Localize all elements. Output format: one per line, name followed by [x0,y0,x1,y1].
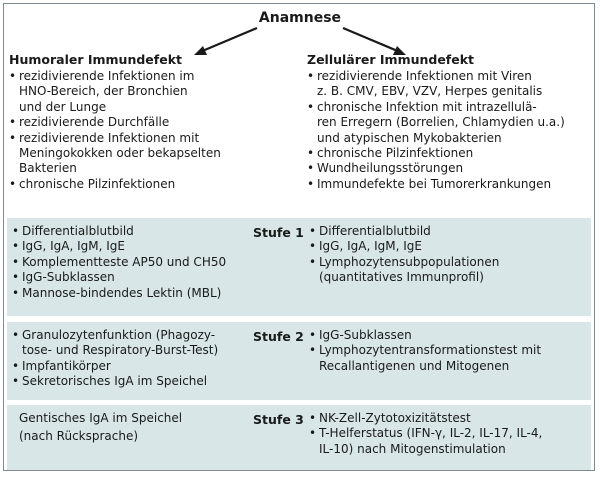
list-item-line: • Wundheilungsstörungen [317,161,464,176]
list-item [9,69,221,115]
list-item [12,239,226,254]
list-item-line: Meningokokken oder bekapselten [19,146,221,161]
list-item-line: Recallantigenen und Mitogenen [319,358,510,373]
list-item-line: tose- und Respiratory-Burst-Test) [22,343,219,358]
list-item-line: ren Erregern (Borrelien, Chlamydien u.a.) [317,115,565,130]
list-item-line: z. B. CMV, EBV, VZV, Herpes genitalis [317,84,543,99]
stage-1-label: Stufe 1 [253,225,304,240]
list-item-line: • rezidivierende Infektionen im [19,69,195,83]
list-item [307,161,565,176]
stage-3-humoral-note: (nach Rücksprache) [19,429,139,443]
list-item-line: • rezidivierende Infektionen mit [19,130,200,145]
list-item-line: • Immundefekte bei Tumorerkrankungen [317,176,552,191]
stage-3-label: Stufe 3 [253,412,304,427]
list-item-line: • rezidivierende Infektionen mit Viren [317,69,532,83]
list-item [309,255,499,286]
list-item-line: • IgG, IgA, IgM, IgE [319,239,422,254]
list-item-line: IL-10) nach Mitogenstimulation [319,441,506,456]
cellular-heading: Zellulärer Immundefekt [307,52,475,67]
cellular-symptom-list [307,69,565,192]
list-item-line: und atypischen Mykobakterien [317,130,502,145]
list-item-line: • IgG, IgA, IgM, IgE [22,239,125,254]
list-item-line: (quantitatives Immunprofil) [319,270,484,285]
list-item [309,411,542,426]
diagnostic-flowchart [3,3,595,471]
list-item-line: HNO-Bereich, der Bronchien [19,84,188,99]
list-item [9,131,221,177]
list-item-line: • Differentialblutbild [319,224,431,238]
list-item [309,343,541,374]
list-item [307,100,565,146]
list-item [309,239,499,254]
list-item-line: • Sekretorisches IgA im Speichel [22,374,208,389]
list-item [9,115,221,130]
list-item [12,374,218,389]
list-item-line: • Lymphozytentransformationstest mit [319,343,542,358]
list-item [309,328,541,343]
stage-1-cellular-tests [309,224,499,286]
list-item [9,177,221,192]
list-item-line: • IgG-Subklassen [319,328,412,342]
stage-3-humoral-test: Gentisches IgA im Speichel [19,411,183,425]
list-item-line: und der Lunge [19,99,107,114]
list-item-line: • Lymphozytensubpopulationen [319,254,500,269]
list-item [12,255,226,270]
anamnese-title: Anamnese [258,10,342,26]
humoral-heading: Humoraler Immundefekt [9,52,182,67]
list-item-line: • Impfantikörper [22,358,111,373]
list-item-line: • Mannose-bindendes Lektin (MBL) [22,285,222,300]
stage-2-label: Stufe 2 [253,329,304,344]
list-item-line: • Granulozytenfunktion (Phagozy- [22,328,216,342]
list-item-line: • Komplementteste AP50 und CH50 [22,254,227,269]
arrow-left [200,28,257,52]
list-item-line: • chronische Pilzinfektionen [317,146,474,161]
list-item-line: • IgG-Subklassen [22,270,115,285]
list-item-line: • chronische Pilzinfektionen [19,176,176,191]
stage-3-cellular-tests [309,411,542,457]
stage-2-cellular-tests [309,328,541,374]
stage-2-humoral-tests [12,328,218,390]
list-item [307,146,565,161]
list-item [307,177,565,192]
list-item-line: • rezidivierende Durchfälle [19,115,170,130]
list-item-line: • NK-Zell-Zytotoxizitätstest [319,411,471,425]
list-item-line: Bakterien [19,161,77,176]
list-item [309,426,542,457]
list-item [309,224,499,239]
stage-1-humoral-tests [12,224,226,301]
list-item [12,270,226,285]
humoral-symptom-list [9,69,221,192]
list-item-line: • chronische Infektion mit intrazellulä- [317,99,537,114]
list-item-line: • T-Helferstatus (IFN-γ, IL-2, IL-17, IL-4, [319,426,543,441]
list-item [12,328,218,359]
list-item [12,224,226,239]
stage-3-band [7,405,591,470]
arrow-right [343,28,400,52]
list-item [12,359,218,374]
stage-1-band [7,218,591,316]
list-item [307,69,565,100]
list-item-line: • Differentialblutbild [22,224,134,238]
stage-2-band [7,322,591,400]
list-item [12,286,226,301]
